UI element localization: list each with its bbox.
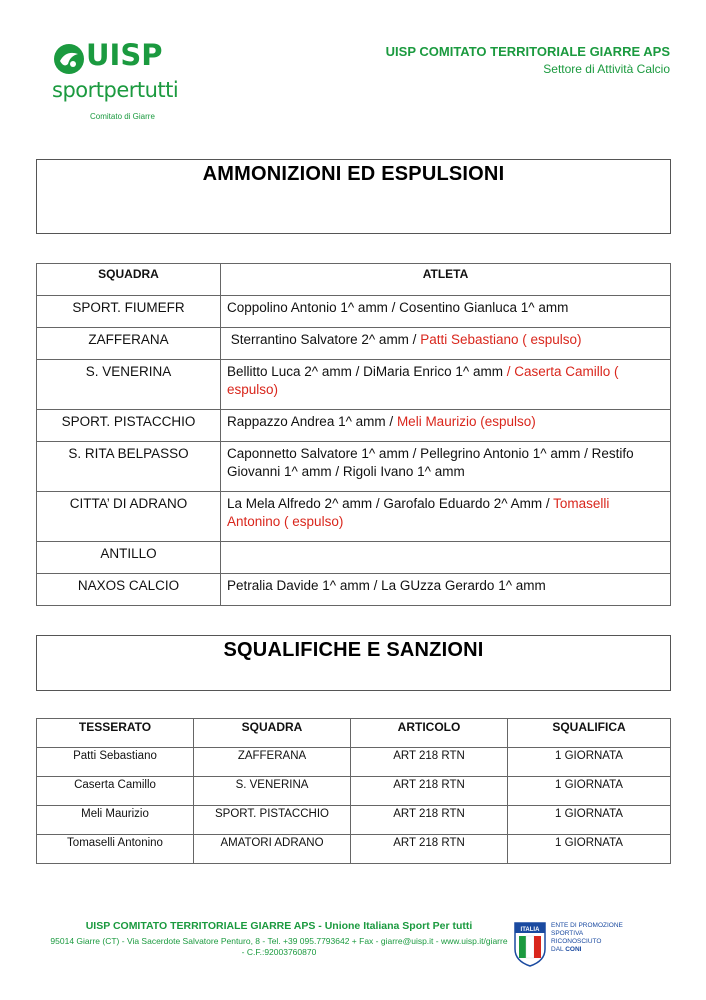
squalifica-cell: 1 GIORNATA	[508, 748, 671, 777]
ammonizioni-table	[36, 263, 671, 606]
table-row	[37, 442, 671, 492]
table-row	[37, 296, 671, 328]
uisp-runner-icon	[52, 42, 86, 76]
footer	[50, 920, 508, 958]
squadra-cell: ZAFFERANA	[194, 748, 351, 777]
articolo-cell: ART 218 RTN	[351, 748, 508, 777]
coni-badge-label: ITALIA	[520, 927, 540, 933]
athlete-cell	[221, 410, 671, 442]
coni-text-dal: DAL	[551, 946, 564, 953]
table-row	[37, 835, 671, 864]
team-cell: S. RITA BELPASSO	[37, 442, 221, 492]
sector-name: Settore di Attività Calcio	[543, 62, 670, 76]
tesserato-cell: Caserta Camillo	[37, 777, 194, 806]
expelled-athlete-text: Meli Maurizio (espulso)	[396, 414, 536, 429]
coni-badge	[513, 921, 633, 969]
table-header-row	[37, 719, 671, 748]
section-title: SQUALIFICHE E SANZIONI	[223, 639, 484, 661]
athlete-text: Coppolino Antonio 1^ amm / Cosentino Gianluca 1^ amm	[227, 300, 569, 315]
table-header-row	[37, 264, 671, 296]
team-cell: SPORT. PISTACCHIO	[37, 410, 221, 442]
table-row	[37, 410, 671, 442]
athlete-cell	[221, 360, 671, 410]
header-org-block	[386, 44, 670, 76]
squalifica-cell: 1 GIORNATA	[508, 777, 671, 806]
tesserato-cell: Tomaselli Antonino	[37, 835, 194, 864]
team-cell: ANTILLO	[37, 542, 221, 574]
team-cell: ZAFFERANA	[37, 328, 221, 360]
column-header-atleta: ATLETA	[221, 264, 671, 296]
column-header-squadra: SQUADRA	[194, 719, 351, 748]
expelled-athlete-text: Tomaselli Antonino ( espulso)	[227, 496, 610, 529]
athlete-cell	[221, 328, 671, 360]
articolo-cell: ART 218 RTN	[351, 777, 508, 806]
uisp-logo	[52, 38, 202, 126]
athlete-text: Caponnetto Salvatore 1^ amm / Pellegrino Antonio 1^ amm / Restifo Giovanni 1^ amm / Rigoli Ivano 1^ amm	[227, 446, 638, 479]
column-header-tesserato: TESSERATO	[37, 719, 194, 748]
footer-address-line: 95014 Giarre (CT) - Via Sacerdote Salvatore Penturo, 8 - Tel. +39 095.7793642 + Fax - giarre@uisp.it - www.uisp.it/giarre - C.F.:92003760870	[50, 936, 508, 957]
athlete-text: Bellitto Luca 2^ amm / DiMaria Enrico 1^ amm	[227, 364, 507, 379]
footer-org-line: UISP COMITATO TERRITORIALE GIARRE APS - Unione Italiana Sport Per tutti	[85, 920, 473, 932]
athlete-cell	[221, 442, 671, 492]
athlete-text: Petralia Davide 1^ amm / La GUzza Gerardo 1^ amm	[227, 578, 546, 593]
athlete-text: Rappazzo Andrea 1^ amm /	[227, 414, 397, 429]
coni-text	[551, 922, 631, 954]
table-row	[37, 574, 671, 606]
logo-tagline: sportpertutti	[52, 78, 179, 102]
athlete-cell	[221, 542, 671, 574]
team-cell: S. VENERINA	[37, 360, 221, 410]
articolo-cell: ART 218 RTN	[351, 835, 508, 864]
squalifiche-table	[36, 718, 671, 864]
tesserato-cell: Meli Maurizio	[37, 806, 194, 835]
coni-text-line: RICONOSCIUTO	[551, 938, 602, 945]
athlete-cell	[221, 492, 671, 542]
table-row	[37, 748, 671, 777]
section-title: AMMONIZIONI ED ESPULSIONI	[202, 163, 505, 185]
org-name: UISP COMITATO TERRITORIALE GIARRE APS	[385, 44, 670, 59]
tesserato-cell: Patti Sebastiano	[37, 748, 194, 777]
table-row	[37, 806, 671, 835]
team-cell: SPORT. FIUMEFR	[37, 296, 221, 328]
table-row	[37, 360, 671, 410]
column-header-squalifica: SQUALIFICA	[508, 719, 671, 748]
coni-text-coni: CONI	[565, 946, 582, 953]
athlete-cell	[221, 296, 671, 328]
section-title-box-ammonizioni	[36, 159, 671, 234]
athlete-text: Sterrantino Salvatore 2^ amm /	[227, 332, 421, 347]
squadra-cell: AMATORI ADRANO	[194, 835, 351, 864]
squalifica-cell: 1 GIORNATA	[508, 835, 671, 864]
articolo-cell: ART 218 RTN	[351, 806, 508, 835]
expelled-athlete-text: / Caserta Camillo ( espulso)	[227, 364, 619, 397]
squadra-cell: S. VENERINA	[194, 777, 351, 806]
section-title-box-squalifiche	[36, 635, 671, 691]
column-header-articolo: ARTICOLO	[351, 719, 508, 748]
table-row	[37, 328, 671, 360]
table-row	[37, 492, 671, 542]
table-row	[37, 777, 671, 806]
athlete-cell	[221, 574, 671, 606]
expelled-athlete-text: Patti Sebastiano ( espulso)	[420, 332, 582, 347]
team-cell: CITTA’ DI ADRANO	[37, 492, 221, 542]
coni-shield-icon	[513, 921, 547, 967]
column-header-squadra: SQUADRA	[37, 264, 221, 296]
table-row	[37, 542, 671, 574]
coni-text-line: SPORTIVA	[551, 930, 584, 937]
squadra-cell: SPORT. PISTACCHIO	[194, 806, 351, 835]
athlete-text: La Mela Alfredo 2^ amm / Garofalo Eduardo 2^ Amm /	[227, 496, 554, 511]
coni-text-line	[551, 946, 631, 954]
logo-brand: UISP	[86, 38, 163, 72]
team-cell: NAXOS CALCIO	[37, 574, 221, 606]
coni-text-line: ENTE DI PROMOZIONE	[551, 922, 623, 929]
logo-sub: Comitato di Giarre	[90, 112, 155, 121]
squalifica-cell: 1 GIORNATA	[508, 806, 671, 835]
